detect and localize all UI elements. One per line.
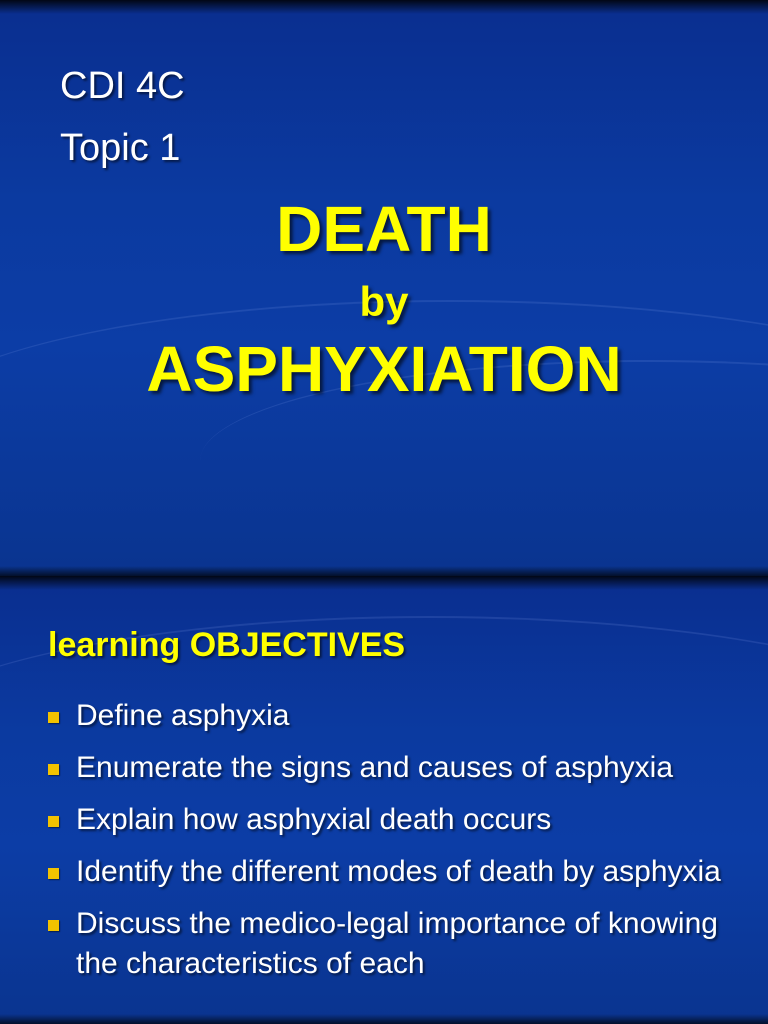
objective-text: Enumerate the signs and causes of asphyxia <box>76 751 674 784</box>
objective-text: Define asphyxia <box>76 699 290 732</box>
title-death: DEATH <box>276 193 492 265</box>
course-code: CDI 4C <box>60 65 185 107</box>
list-item <box>48 696 738 736</box>
square-bullet-icon <box>48 868 59 879</box>
square-bullet-icon <box>48 816 59 827</box>
objectives-heading: learning OBJECTIVES <box>48 626 406 664</box>
title-by: by <box>359 278 409 325</box>
objective-text: Discuss the medico-legal importance of knowing the characteristics of each <box>76 907 718 980</box>
objective-text: Explain how asphyxial death occurs <box>76 803 552 836</box>
list-item <box>48 904 738 984</box>
objective-text: Identify the different modes of death by asphyxia <box>76 855 721 888</box>
list-item <box>48 852 738 892</box>
title-asphyxiation: ASPHYXIATION <box>146 333 622 405</box>
list-item <box>48 800 738 840</box>
list-item <box>48 748 738 788</box>
objectives-slide <box>0 576 768 1024</box>
square-bullet-icon <box>48 764 59 775</box>
square-bullet-icon <box>48 920 59 931</box>
topic-label: Topic 1 <box>60 127 181 169</box>
objectives-list <box>48 696 738 996</box>
square-bullet-icon <box>48 712 59 723</box>
